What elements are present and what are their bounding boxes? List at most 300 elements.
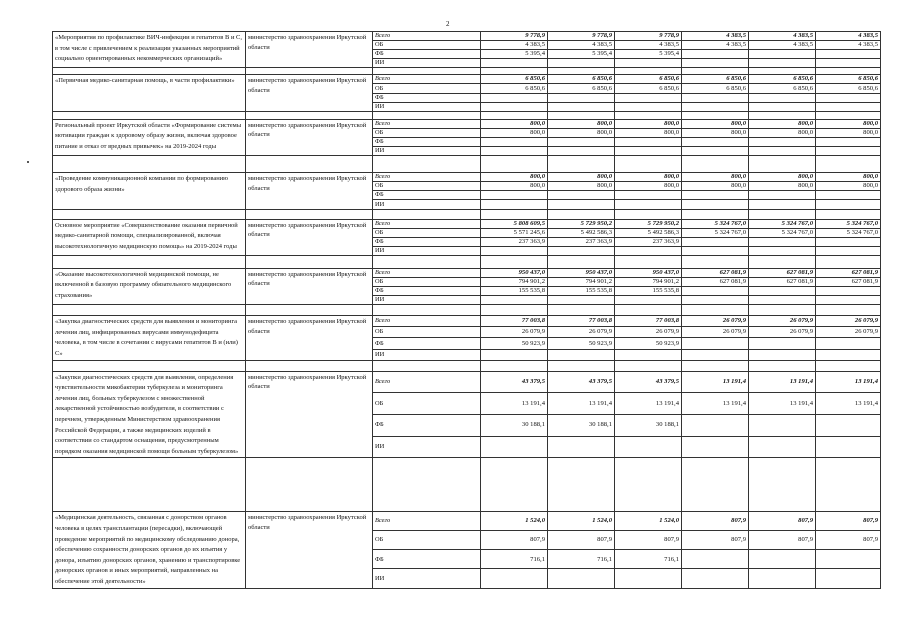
funding-source: ИИ	[373, 102, 481, 111]
amount-cell	[816, 137, 881, 146]
amount-cell: 13 191,4	[548, 393, 615, 415]
spacer-cell	[749, 209, 816, 219]
spacer-cell	[548, 111, 615, 119]
amount-cell: 50 923,9	[615, 338, 682, 349]
amount-cell	[481, 569, 548, 588]
measure-description: Региональный проект Иркутской области «Формирование системы мотивации граждан к здоровому образу жизни, включая здоровое питание и отказ от вредных привычек» на 2019-2024 годы	[53, 119, 246, 155]
spacer-cell	[615, 255, 682, 268]
amount-cell	[548, 569, 615, 588]
amount-cell: 30 188,1	[615, 415, 682, 437]
spacer-cell	[749, 68, 816, 75]
amount-cell	[749, 237, 816, 246]
amount-cell: 800,0	[749, 173, 816, 182]
amount-cell: 800,0	[548, 119, 615, 128]
amount-cell: 237 363,9	[548, 237, 615, 246]
spacer-cell	[682, 111, 749, 119]
measure-description: «Закупка диагностических средств для выявления и мониторинга лечения лиц, инфицированных вирусами иммунодефицита человека, в том числе в сочетании с вирусами гепатитов В и (или) С»	[53, 316, 246, 360]
amount-cell	[682, 436, 749, 458]
amount-cell: 627 081,9	[682, 277, 749, 286]
amount-cell	[548, 349, 615, 360]
amount-cell: 26 079,9	[816, 316, 881, 327]
amount-cell: 77 003,8	[548, 316, 615, 327]
amount-cell: 800,0	[548, 182, 615, 191]
amount-cell	[682, 296, 749, 305]
funding-source: ОБ	[373, 84, 481, 93]
funding-source: ОБ	[373, 228, 481, 237]
amount-cell: 800,0	[682, 128, 749, 137]
spacer-cell	[615, 360, 682, 371]
amount-cell	[816, 296, 881, 305]
amount-cell	[682, 147, 749, 156]
spacer-cell	[615, 209, 682, 219]
responsible-executor: министерство здравоохранения Иркутской области	[246, 75, 373, 111]
amount-cell: 5 395,4	[481, 50, 548, 59]
funding-source: Всего	[373, 173, 481, 182]
amount-cell: 800,0	[816, 173, 881, 182]
amount-cell: 6 850,6	[682, 75, 749, 84]
spacer-cell	[548, 209, 615, 219]
funding-source: ФБ	[373, 191, 481, 200]
funding-source: Всего	[373, 119, 481, 128]
spacer-cell	[481, 305, 548, 316]
spacer-cell	[615, 68, 682, 75]
funding-source: ИИ	[373, 200, 481, 209]
spacer-cell	[53, 156, 246, 173]
amount-cell: 950 437,0	[481, 268, 548, 277]
funding-source: ОБ	[373, 277, 481, 286]
spacer-cell	[816, 68, 881, 75]
amount-cell	[481, 93, 548, 102]
spacer-cell	[816, 458, 881, 512]
spacer-cell	[682, 305, 749, 316]
funding-source: ОБ	[373, 41, 481, 50]
spacer-cell	[749, 156, 816, 173]
spacer-cell	[749, 360, 816, 371]
funding-source: ФБ	[373, 50, 481, 59]
amount-cell	[749, 191, 816, 200]
amount-cell: 13 191,4	[615, 393, 682, 415]
page-number: 2	[446, 20, 450, 28]
amount-cell: 6 850,6	[548, 84, 615, 93]
amount-cell	[548, 102, 615, 111]
amount-cell	[749, 246, 816, 255]
spacer-cell	[548, 68, 615, 75]
amount-cell	[749, 147, 816, 156]
spacer-cell	[816, 360, 881, 371]
spacer-cell	[53, 305, 246, 316]
amount-cell: 9 778,9	[481, 32, 548, 41]
spacer-cell	[246, 305, 373, 316]
spacer-cell	[246, 68, 373, 75]
funding-source: ОБ	[373, 182, 481, 191]
amount-cell: 6 850,6	[816, 75, 881, 84]
funding-source: ФБ	[373, 415, 481, 437]
spacer-cell	[373, 156, 481, 173]
amount-cell	[615, 137, 682, 146]
section-spacer	[53, 68, 881, 75]
amount-cell: 5 324 767,0	[749, 228, 816, 237]
amount-cell	[749, 59, 816, 68]
amount-cell: 716,1	[481, 550, 548, 569]
table-row	[53, 75, 881, 84]
funding-source: Всего	[373, 75, 481, 84]
spacer-cell	[749, 255, 816, 268]
amount-cell: 13 191,4	[816, 371, 881, 393]
amount-cell	[481, 147, 548, 156]
amount-cell: 807,9	[749, 512, 816, 531]
amount-cell: 30 188,1	[481, 415, 548, 437]
amount-cell: 800,0	[548, 173, 615, 182]
amount-cell: 5 324 767,0	[682, 219, 749, 228]
amount-cell	[816, 102, 881, 111]
spacer-cell	[481, 156, 548, 173]
amount-cell	[749, 550, 816, 569]
amount-cell: 800,0	[682, 173, 749, 182]
amount-cell: 4 383,5	[481, 41, 548, 50]
spacer-cell	[548, 458, 615, 512]
amount-cell: 794 901,2	[548, 277, 615, 286]
spacer-cell	[481, 209, 548, 219]
amount-cell	[481, 349, 548, 360]
section-spacer	[53, 111, 881, 119]
amount-cell: 627 081,9	[816, 277, 881, 286]
spacer-cell	[246, 209, 373, 219]
amount-cell: 800,0	[615, 119, 682, 128]
amount-cell	[749, 137, 816, 146]
amount-cell	[749, 102, 816, 111]
funding-source: ОБ	[373, 128, 481, 137]
spacer-cell	[373, 255, 481, 268]
amount-cell: 13 191,4	[682, 393, 749, 415]
spacer-cell	[373, 360, 481, 371]
amount-cell: 50 923,9	[548, 338, 615, 349]
amount-cell	[615, 296, 682, 305]
spacer-cell	[615, 111, 682, 119]
amount-cell: 627 081,9	[682, 268, 749, 277]
section-spacer	[53, 305, 881, 316]
amount-cell: 6 850,6	[816, 84, 881, 93]
funding-source: ИИ	[373, 349, 481, 360]
amount-cell: 13 191,4	[749, 393, 816, 415]
funding-source: ОБ	[373, 393, 481, 415]
spacer-cell	[615, 156, 682, 173]
table-row	[53, 32, 881, 41]
amount-cell: 5 395,4	[548, 50, 615, 59]
spacer-cell	[246, 360, 373, 371]
amount-cell: 6 850,6	[615, 84, 682, 93]
amount-cell	[682, 191, 749, 200]
amount-cell	[682, 415, 749, 437]
amount-cell: 800,0	[749, 119, 816, 128]
responsible-executor: министерство здравоохранения Иркутской области	[246, 371, 373, 458]
spacer-cell	[749, 458, 816, 512]
funding-source: ФБ	[373, 338, 481, 349]
amount-cell: 950 437,0	[548, 268, 615, 277]
amount-cell: 800,0	[816, 182, 881, 191]
amount-cell: 237 363,9	[481, 237, 548, 246]
amount-cell	[682, 93, 749, 102]
funding-source: Всего	[373, 268, 481, 277]
amount-cell: 800,0	[481, 128, 548, 137]
amount-cell	[816, 287, 881, 296]
spacer-cell	[816, 305, 881, 316]
amount-cell: 6 850,6	[481, 75, 548, 84]
amount-cell: 30 188,1	[548, 415, 615, 437]
amount-cell	[615, 93, 682, 102]
responsible-executor: министерство здравоохранения Иркутской области	[246, 119, 373, 155]
responsible-executor: министерство здравоохранения Иркутской области	[246, 268, 373, 304]
amount-cell	[682, 237, 749, 246]
amount-cell: 13 191,4	[749, 371, 816, 393]
amount-cell: 4 383,5	[682, 41, 749, 50]
spacer-cell	[816, 255, 881, 268]
section-spacer	[53, 360, 881, 371]
funding-source: ФБ	[373, 93, 481, 102]
funding-source: Всего	[373, 512, 481, 531]
amount-cell	[749, 349, 816, 360]
amount-cell	[749, 296, 816, 305]
amount-cell: 807,9	[548, 531, 615, 550]
amount-cell	[749, 287, 816, 296]
amount-cell	[615, 569, 682, 588]
measure-description: «Закупки диагностических средств для выявления, определения чувствительности микобактерии туберкулеза и мониторинга лечения лиц, больных туберкулезом с множественной лекарственной устойчивостью возбудителя, в соответствии с перечнем, утвержденным Министерством здравоохранения Российской Федерации, а также медицинских изделий в соответствии со стандартом оснащения, предусмотренным порядком оказания медицинской помощи больным туберкулезом»	[53, 371, 246, 458]
amount-cell: 800,0	[481, 173, 548, 182]
spacer-cell	[53, 360, 246, 371]
amount-cell: 26 079,9	[749, 327, 816, 338]
amount-cell	[749, 436, 816, 458]
spacer-cell	[53, 111, 246, 119]
amount-cell	[548, 147, 615, 156]
amount-cell: 794 901,2	[615, 277, 682, 286]
spacer-cell	[749, 111, 816, 119]
amount-cell: 807,9	[481, 531, 548, 550]
spacer-cell	[481, 458, 548, 512]
amount-cell: 627 081,9	[749, 268, 816, 277]
amount-cell: 627 081,9	[749, 277, 816, 286]
amount-cell	[481, 296, 548, 305]
amount-cell: 6 850,6	[749, 84, 816, 93]
spacer-cell	[682, 156, 749, 173]
amount-cell: 9 778,9	[615, 32, 682, 41]
spacer-cell	[53, 255, 246, 268]
amount-cell	[816, 93, 881, 102]
spacer-cell	[682, 68, 749, 75]
amount-cell: 807,9	[682, 512, 749, 531]
amount-cell	[682, 246, 749, 255]
amount-cell: 800,0	[615, 128, 682, 137]
amount-cell	[682, 137, 749, 146]
amount-cell: 5 324 767,0	[749, 219, 816, 228]
amount-cell	[816, 415, 881, 437]
amount-cell: 807,9	[749, 531, 816, 550]
amount-cell	[749, 415, 816, 437]
amount-cell	[816, 349, 881, 360]
amount-cell: 627 081,9	[816, 268, 881, 277]
spacer-cell	[53, 68, 246, 75]
amount-cell: 6 850,6	[615, 75, 682, 84]
funding-source: Всего	[373, 219, 481, 228]
amount-cell: 800,0	[682, 182, 749, 191]
amount-cell: 26 079,9	[749, 316, 816, 327]
amount-cell: 800,0	[548, 128, 615, 137]
funding-source: ИИ	[373, 147, 481, 156]
amount-cell: 155 535,8	[548, 287, 615, 296]
table-row	[53, 173, 881, 182]
amount-cell: 807,9	[615, 531, 682, 550]
amount-cell: 5 729 950,2	[615, 219, 682, 228]
amount-cell: 4 383,5	[816, 32, 881, 41]
amount-cell	[481, 102, 548, 111]
funding-source: ОБ	[373, 327, 481, 338]
spacer-cell	[615, 305, 682, 316]
amount-cell: 237 363,9	[615, 237, 682, 246]
budget-table	[52, 31, 881, 589]
spacer-cell	[373, 111, 481, 119]
spacer-cell	[246, 156, 373, 173]
amount-cell: 5 808 609,5	[481, 219, 548, 228]
amount-cell	[615, 200, 682, 209]
amount-cell	[548, 296, 615, 305]
amount-cell: 716,1	[548, 550, 615, 569]
amount-cell: 43 379,5	[548, 371, 615, 393]
amount-cell	[682, 59, 749, 68]
amount-cell	[749, 93, 816, 102]
amount-cell: 26 079,9	[816, 327, 881, 338]
funding-source: ИИ	[373, 59, 481, 68]
amount-cell	[548, 59, 615, 68]
amount-cell	[682, 338, 749, 349]
responsible-executor: министерство здравоохранения Иркутской области	[246, 316, 373, 360]
amount-cell: 1 524,0	[548, 512, 615, 531]
funding-source: ИИ	[373, 569, 481, 588]
table-row	[53, 371, 881, 393]
amount-cell: 800,0	[615, 182, 682, 191]
amount-cell	[481, 246, 548, 255]
section-spacer	[53, 458, 881, 512]
section-spacer	[53, 209, 881, 219]
amount-cell: 13 191,4	[682, 371, 749, 393]
amount-cell: 800,0	[816, 119, 881, 128]
spacer-cell	[53, 209, 246, 219]
spacer-cell	[816, 111, 881, 119]
amount-cell: 5 729 950,2	[548, 219, 615, 228]
scan-speck	[27, 161, 29, 163]
responsible-executor: министерство здравоохранения Иркутской области	[246, 32, 373, 68]
spacer-cell	[682, 458, 749, 512]
section-spacer	[53, 255, 881, 268]
section-spacer	[53, 156, 881, 173]
table-row	[53, 316, 881, 327]
amount-cell	[816, 338, 881, 349]
amount-cell: 4 383,5	[682, 32, 749, 41]
amount-cell: 5 324 767,0	[816, 228, 881, 237]
amount-cell: 6 850,6	[481, 84, 548, 93]
amount-cell: 26 079,9	[615, 327, 682, 338]
spacer-cell	[816, 156, 881, 173]
spacer-cell	[548, 156, 615, 173]
amount-cell	[816, 237, 881, 246]
amount-cell: 5 395,4	[615, 50, 682, 59]
spacer-cell	[481, 68, 548, 75]
spacer-cell	[481, 111, 548, 119]
amount-cell	[615, 246, 682, 255]
amount-cell: 800,0	[749, 182, 816, 191]
amount-cell: 43 379,5	[481, 371, 548, 393]
funding-source: ФБ	[373, 237, 481, 246]
measure-description: «Первичная медико-санитарная помощь, в части профилактики»	[53, 75, 246, 111]
amount-cell	[481, 436, 548, 458]
amount-cell	[615, 436, 682, 458]
amount-cell: 4 383,5	[548, 41, 615, 50]
amount-cell	[481, 137, 548, 146]
amount-cell	[548, 436, 615, 458]
table-row	[53, 268, 881, 277]
funding-source: ИИ	[373, 436, 481, 458]
amount-cell: 26 079,9	[682, 316, 749, 327]
amount-cell: 4 383,5	[615, 41, 682, 50]
spacer-cell	[373, 68, 481, 75]
table-row	[53, 219, 881, 228]
amount-cell: 5 324 767,0	[816, 219, 881, 228]
funding-source: Всего	[373, 371, 481, 393]
spacer-cell	[373, 305, 481, 316]
amount-cell: 5 492 586,3	[548, 228, 615, 237]
amount-cell	[682, 349, 749, 360]
amount-cell: 950 437,0	[615, 268, 682, 277]
spacer-cell	[373, 458, 481, 512]
spacer-cell	[682, 255, 749, 268]
amount-cell: 9 778,9	[548, 32, 615, 41]
amount-cell	[816, 550, 881, 569]
amount-cell: 800,0	[481, 182, 548, 191]
table-row	[53, 512, 881, 531]
amount-cell: 800,0	[816, 128, 881, 137]
amount-cell	[548, 246, 615, 255]
amount-cell: 26 079,9	[682, 327, 749, 338]
amount-cell: 800,0	[749, 128, 816, 137]
amount-cell	[548, 191, 615, 200]
amount-cell	[481, 191, 548, 200]
amount-cell: 13 191,4	[481, 393, 548, 415]
amount-cell	[749, 50, 816, 59]
amount-cell	[816, 200, 881, 209]
funding-source: ФБ	[373, 287, 481, 296]
amount-cell: 1 524,0	[481, 512, 548, 531]
amount-cell: 5 324 767,0	[682, 228, 749, 237]
amount-cell: 807,9	[816, 512, 881, 531]
funding-source: ИИ	[373, 246, 481, 255]
amount-cell	[816, 147, 881, 156]
amount-cell: 6 850,6	[749, 75, 816, 84]
amount-cell	[816, 50, 881, 59]
amount-cell: 800,0	[615, 173, 682, 182]
amount-cell: 4 383,5	[749, 32, 816, 41]
spacer-cell	[373, 209, 481, 219]
amount-cell: 6 850,6	[548, 75, 615, 84]
amount-cell: 77 003,8	[481, 316, 548, 327]
amount-cell	[816, 246, 881, 255]
amount-cell	[682, 569, 749, 588]
amount-cell: 4 383,5	[816, 41, 881, 50]
spacer-cell	[816, 209, 881, 219]
responsible-executor: министерство здравоохранения Иркутской области	[246, 512, 373, 588]
spacer-cell	[548, 360, 615, 371]
spacer-cell	[246, 111, 373, 119]
spacer-cell	[246, 458, 373, 512]
amount-cell	[816, 569, 881, 588]
spacer-cell	[481, 255, 548, 268]
responsible-executor: министерство здравоохранения Иркутской области	[246, 173, 373, 209]
